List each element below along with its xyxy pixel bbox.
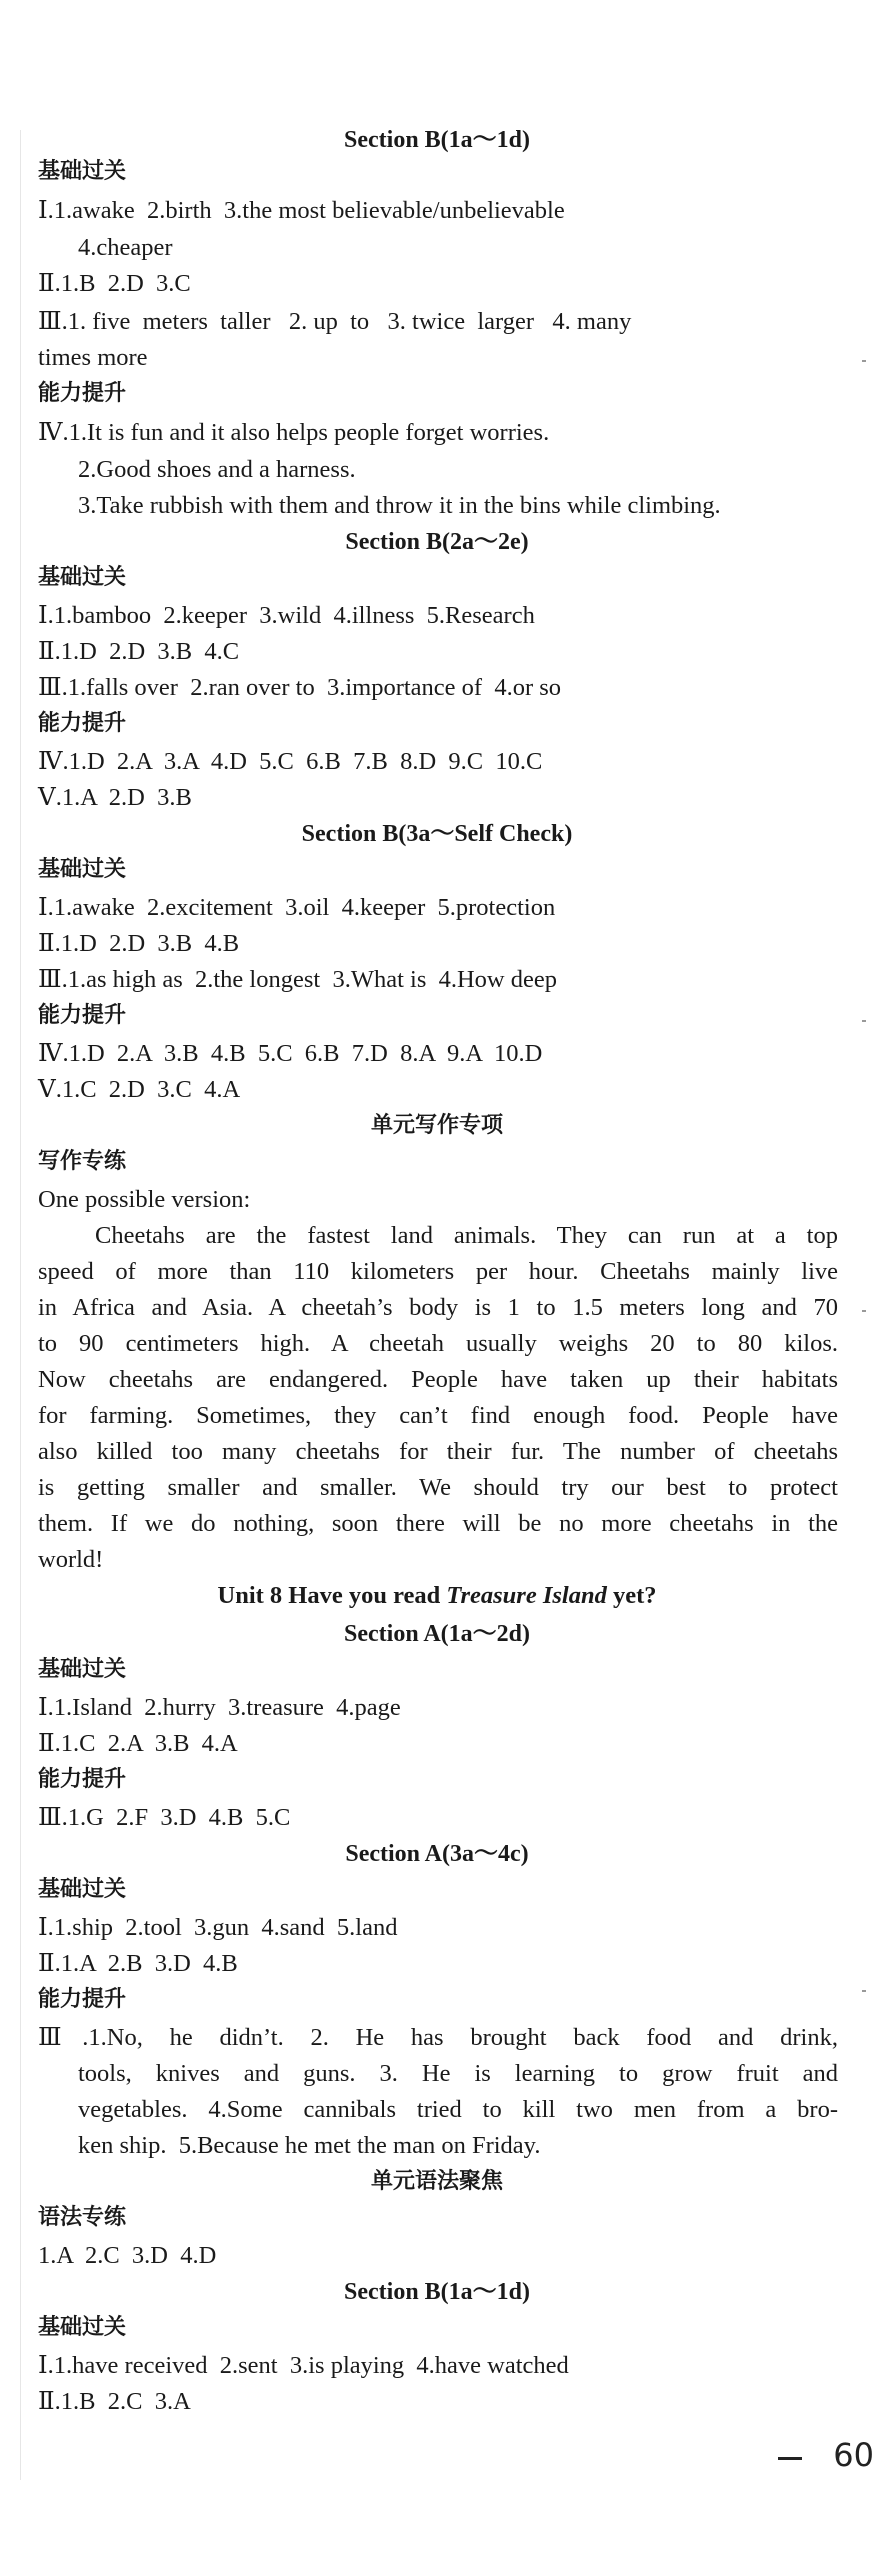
answer-line: Ⅲ.1.as high as 2.the longest 3.What is 4.How deep [38, 966, 557, 993]
section-heading: 单元写作专项 [370, 1113, 503, 1138]
answer-line: 4.cheaper [78, 234, 173, 261]
essay-line: is getting smaller and smaller. We should try our best to protect [38, 1474, 838, 1501]
binding-margin-line [20, 130, 21, 2480]
unit-title-book: Treasure Island [446, 1582, 607, 1609]
page-number-dash [778, 2457, 802, 2460]
section-heading: Section B(1a～1d) [344, 2279, 530, 2305]
section-heading: Section B(2a～2e) [345, 529, 529, 555]
essay-line: Cheetahs are the fastest land animals. They can run at a top [95, 1222, 838, 1249]
margin-mark [862, 1020, 866, 1022]
essay-line: world! [38, 1546, 104, 1573]
label-grammar: 语法专练 [38, 2205, 127, 2230]
essay-line: also killed too many cheetahs for their fur. The number of cheetahs [38, 1438, 838, 1465]
answer-line: Ⅲ.1. five meters taller 2. up to 3. twice larger 4. many [38, 308, 632, 335]
answer-line: Ⅳ.1.It is fun and it also helps people forget worries. [38, 419, 550, 446]
essay-line: Now cheetahs are endangered. People have taken up their habitats [38, 1366, 838, 1393]
answer-line: ken ship. 5.Because he met the man on Friday. [78, 2132, 541, 2159]
unit-title-suffix: yet? [612, 1582, 657, 1609]
answer-line: Ⅰ.1.have received 2.sent 3.is playing 4.have watched [38, 2352, 569, 2379]
answer-line: Ⅲ.1.falls over 2.ran over to 3.importance of 4.or so [38, 674, 562, 701]
answer-line: times more [38, 344, 148, 371]
unit-title [0, 1578, 874, 1614]
answer-line: Ⅰ.1.awake 2.excitement 3.oil 4.keeper 5.protection [38, 894, 556, 921]
essay-line: for farming. Sometimes, they can’t find enough food. People have [38, 1402, 838, 1429]
answer-line: Ⅴ.1.C 2.D 3.C 4.A [38, 1076, 241, 1103]
answer-line: Ⅱ.1.C 2.A 3.B 4.A [38, 1730, 238, 1757]
answer-line: Ⅱ.1.D 2.D 3.B 4.C [38, 638, 240, 665]
margin-mark [862, 360, 866, 362]
section-heading: Section B(1a～1d) [344, 127, 530, 153]
essay-line: to 90 centimeters high. A cheetah usually weighs 20 to 80 kilos. [38, 1330, 838, 1357]
essay-line: in Africa and Asia. A cheetah’s body is 1 to 1.5 meters long and 70 [38, 1294, 838, 1321]
answer-line: Ⅲ.1.No, he didn’t. 2. He has brought back food and drink, [38, 2024, 838, 2051]
label-basic: 基础过关 [38, 857, 127, 882]
answer-line: Ⅳ.1.D 2.A 3.B 4.B 5.C 6.B 7.D 8.A 9.A 10.D [38, 1040, 543, 1067]
label-writing: 写作专练 [38, 1149, 127, 1174]
answer-line: tools, knives and guns. 3. He is learning to grow fruit and [78, 2060, 838, 2087]
answer-line: Ⅲ.1.G 2.F 3.D 4.B 5.C [38, 1804, 291, 1831]
answer-line: Ⅰ.1.Island 2.hurry 3.treasure 4.page [38, 1694, 401, 1721]
section-heading: Section B(3a～Self Check) [301, 821, 573, 847]
label-advanced: 能力提升 [38, 1003, 127, 1028]
answer-line: vegetables. 4.Some cannibals tried to kill two men from a bro- [78, 2096, 838, 2123]
answer-line: Ⅱ.1.B 2.D 3.C [38, 270, 191, 297]
section-heading: Section A(3a～4c) [345, 1841, 529, 1867]
section-heading: Section A(1a～2d) [344, 1621, 530, 1647]
margin-mark [862, 1310, 866, 1312]
label-advanced: 能力提升 [38, 711, 127, 736]
essay-line: them. If we do nothing, soon there will be no more cheetahs in the [38, 1510, 838, 1537]
essay-line: speed of more than 110 kilometers per hour. Cheetahs mainly live [38, 1258, 838, 1285]
label-basic: 基础过关 [38, 159, 127, 184]
label-advanced: 能力提升 [38, 1987, 127, 2012]
answer-line: 1.A 2.C 3.D 4.D [38, 2242, 217, 2269]
answer-line: Ⅰ.1.bamboo 2.keeper 3.wild 4.illness 5.Research [38, 602, 535, 629]
label-advanced: 能力提升 [38, 381, 127, 406]
label-basic: 基础过关 [38, 1877, 127, 1902]
section-heading: 单元语法聚焦 [370, 2169, 503, 2194]
answer-line: One possible version: [38, 1186, 251, 1213]
label-basic: 基础过关 [38, 1657, 127, 1682]
label-advanced: 能力提升 [38, 1767, 127, 1792]
answer-line: Ⅴ.1.A 2.D 3.B [38, 784, 192, 811]
answer-line: Ⅰ.1.ship 2.tool 3.gun 4.sand 5.land [38, 1914, 398, 1941]
answer-line: Ⅱ.1.B 2.C 3.A [38, 2388, 191, 2415]
label-basic: 基础过关 [38, 2315, 127, 2340]
margin-mark [862, 1990, 866, 1992]
answer-line: Ⅳ.1.D 2.A 3.A 4.D 5.C 6.B 7.B 8.D 9.C 10.C [38, 748, 543, 775]
label-basic: 基础过关 [38, 565, 127, 590]
answer-line: Ⅱ.1.A 2.B 3.D 4.B [38, 1950, 238, 1977]
page-number: 60 [833, 2436, 874, 2474]
answer-line: 3.Take rubbish with them and throw it in the bins while climbing. [78, 492, 721, 519]
unit-title-prefix: Unit 8 Have you read [217, 1582, 441, 1609]
answer-line: Ⅱ.1.D 2.D 3.B 4.B [38, 930, 240, 957]
answer-line: Ⅰ.1.awake 2.birth 3.the most believable/unbelievable [38, 197, 565, 224]
answer-line: 2.Good shoes and a harness. [78, 456, 356, 483]
